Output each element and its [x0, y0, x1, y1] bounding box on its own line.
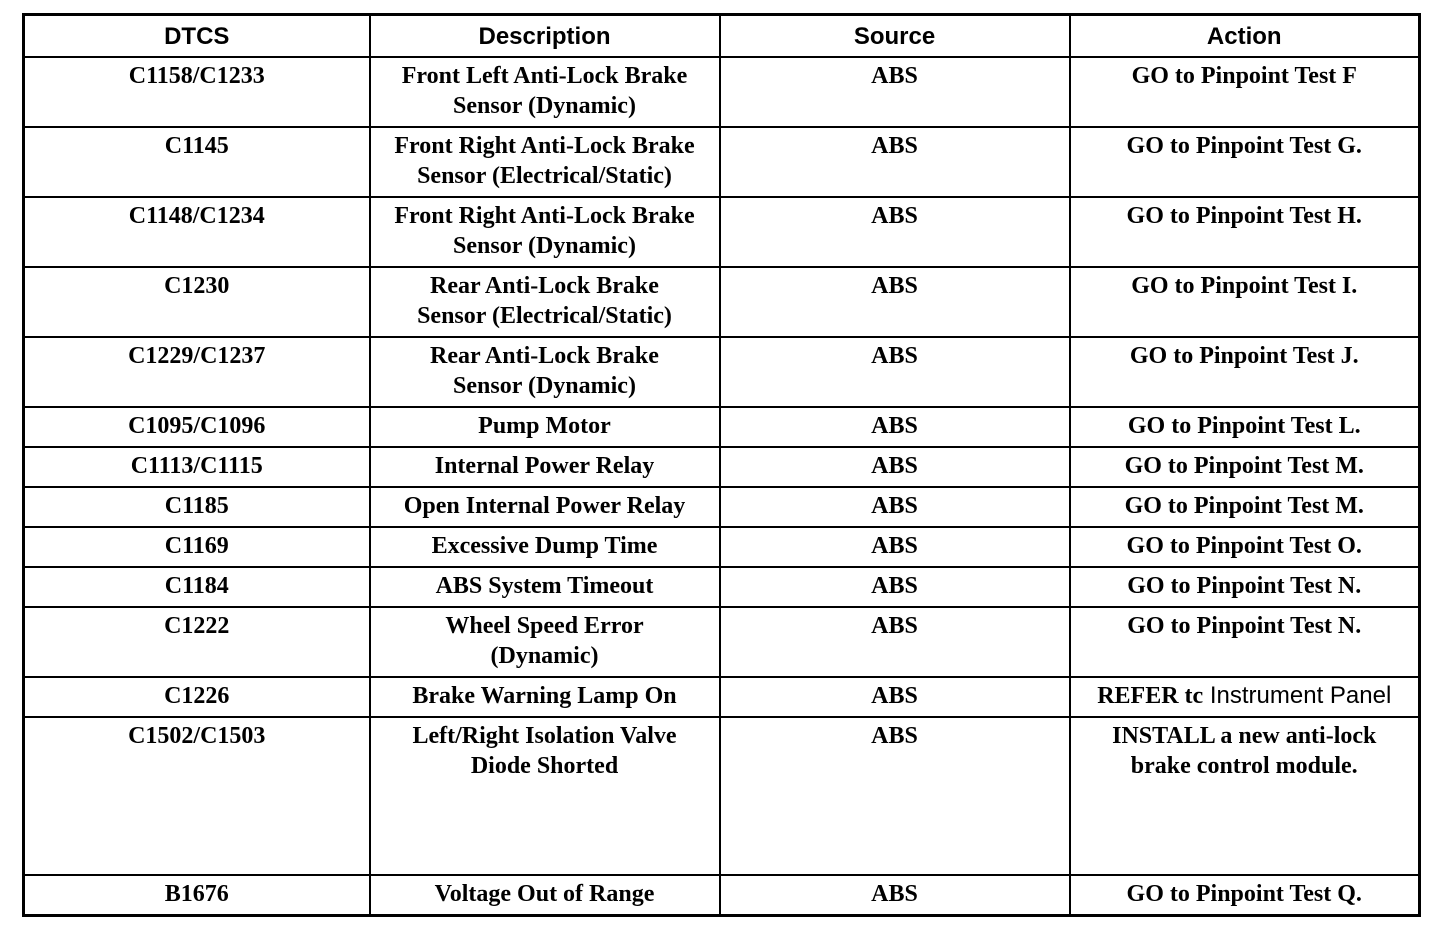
cell-description: Left/Right Isolation Valve Diode Shorted [370, 717, 720, 875]
table-row [24, 487, 1420, 527]
cell-dtcs: C1113/C1115 [24, 447, 370, 487]
cell-action: GO to Pinpoint Test G. [1070, 127, 1420, 197]
table-row [24, 717, 1420, 875]
table-row [24, 197, 1420, 267]
cell-source: ABS [720, 447, 1070, 487]
cell-action: GO to Pinpoint Test N. [1070, 607, 1420, 677]
header-dtcs: DTCS [24, 15, 370, 58]
cell-action: GO to Pinpoint Test J. [1070, 337, 1420, 407]
cell-action: GO to Pinpoint Test M. [1070, 447, 1420, 487]
table-row [24, 677, 1420, 717]
cell-action: GO to Pinpoint Test M. [1070, 487, 1420, 527]
table-row [24, 875, 1420, 916]
cell-dtcs: C1229/C1237 [24, 337, 370, 407]
cell-dtcs: C1502/C1503 [24, 717, 370, 875]
cell-action: INSTALL a new anti-lock brake control module. [1070, 717, 1420, 875]
cell-description: Front Left Anti-Lock Brake Sensor (Dynamic) [370, 57, 720, 127]
cell-description: Wheel Speed Error (Dynamic) [370, 607, 720, 677]
cell-action [1070, 677, 1420, 717]
cell-description: Voltage Out of Range [370, 875, 720, 916]
table-row [24, 127, 1420, 197]
cell-dtcs: C1185 [24, 487, 370, 527]
cell-dtcs: C1184 [24, 567, 370, 607]
table-row [24, 407, 1420, 447]
cell-source: ABS [720, 337, 1070, 407]
header-description: Description [370, 15, 720, 58]
header-action: Action [1070, 15, 1420, 58]
table-row [24, 57, 1420, 127]
cell-dtcs: C1095/C1096 [24, 407, 370, 447]
action-suffix: Instrument Panel [1203, 682, 1392, 709]
cell-action: GO to Pinpoint Test F [1070, 57, 1420, 127]
cell-source: ABS [720, 487, 1070, 527]
cell-action: GO to Pinpoint Test Q. [1070, 875, 1420, 916]
cell-source: ABS [720, 527, 1070, 567]
header-source: Source [720, 15, 1070, 58]
cell-dtcs: B1676 [24, 875, 370, 916]
cell-description: Brake Warning Lamp On [370, 677, 720, 717]
cell-description: Internal Power Relay [370, 447, 720, 487]
table-row [24, 337, 1420, 407]
cell-dtcs: C1169 [24, 527, 370, 567]
table-row [24, 567, 1420, 607]
cell-description: Front Right Anti-Lock Brake Sensor (Dynamic) [370, 197, 720, 267]
table-row [24, 607, 1420, 677]
cell-description: Rear Anti-Lock Brake Sensor (Dynamic) [370, 337, 720, 407]
cell-source: ABS [720, 717, 1070, 875]
cell-action: GO to Pinpoint Test O. [1070, 527, 1420, 567]
cell-source: ABS [720, 267, 1070, 337]
cell-source: ABS [720, 407, 1070, 447]
cell-description: Pump Motor [370, 407, 720, 447]
table-row [24, 527, 1420, 567]
cell-dtcs: C1226 [24, 677, 370, 717]
cell-dtcs: C1222 [24, 607, 370, 677]
cell-dtcs: C1158/C1233 [24, 57, 370, 127]
table-row [24, 447, 1420, 487]
cell-description: ABS System Timeout [370, 567, 720, 607]
cell-action: GO to Pinpoint Test L. [1070, 407, 1420, 447]
cell-description: Rear Anti-Lock Brake Sensor (Electrical/Static) [370, 267, 720, 337]
cell-action: GO to Pinpoint Test H. [1070, 197, 1420, 267]
action-prefix: REFER tc [1097, 683, 1204, 709]
table-row [24, 267, 1420, 337]
cell-dtcs: C1148/C1234 [24, 197, 370, 267]
cell-action: GO to Pinpoint Test I. [1070, 267, 1420, 337]
cell-source: ABS [720, 567, 1070, 607]
cell-source: ABS [720, 607, 1070, 677]
cell-source: ABS [720, 677, 1070, 717]
cell-action: GO to Pinpoint Test N. [1070, 567, 1420, 607]
cell-description: Front Right Anti-Lock Brake Sensor (Electrical/Static) [370, 127, 720, 197]
cell-description: Open Internal Power Relay [370, 487, 720, 527]
cell-source: ABS [720, 875, 1070, 916]
cell-dtcs: C1145 [24, 127, 370, 197]
cell-source: ABS [720, 127, 1070, 197]
cell-description: Excessive Dump Time [370, 527, 720, 567]
cell-dtcs: C1230 [24, 267, 370, 337]
table-header-row [24, 15, 1420, 58]
cell-source: ABS [720, 197, 1070, 267]
cell-source: ABS [720, 57, 1070, 127]
dtc-table [22, 13, 1421, 917]
